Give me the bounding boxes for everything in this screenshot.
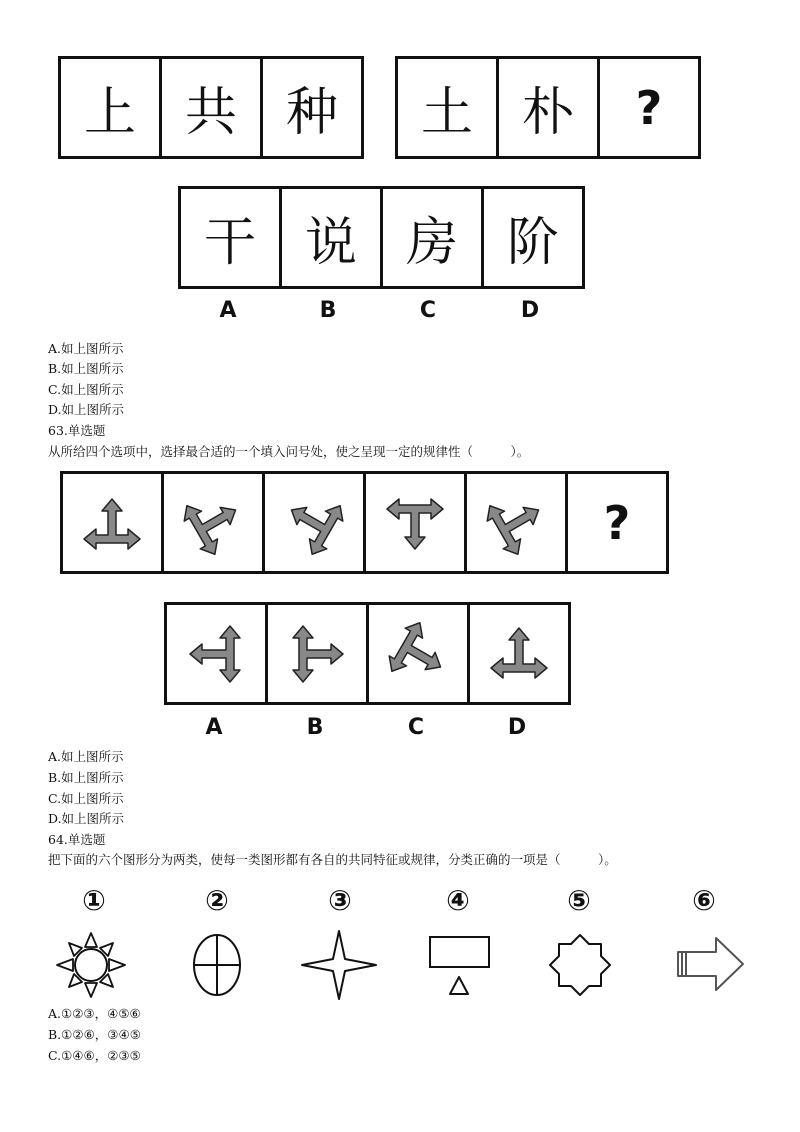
q62-answer-a[interactable]: A.如上图所示 <box>48 341 124 356</box>
q62-option-char: 房 <box>405 213 458 273</box>
q64-answer-c[interactable]: C.①④⑥，②③⑤ <box>48 1048 141 1063</box>
q64-figure-number-6: ⑥ <box>692 884 716 917</box>
q62-option-label-d: D <box>520 298 540 323</box>
q62-char: 种 <box>285 83 338 143</box>
t-arrow-up-icon <box>484 619 554 689</box>
q63-seq-cell <box>60 471 164 574</box>
q63-option-cell-d <box>467 602 571 705</box>
question-mark: ? <box>635 80 663 135</box>
q63-answer-c[interactable]: C.如上图所示 <box>48 791 124 806</box>
q64-question: 把下面的六个图形分为两类，使每一类图形都有各自的共同特征或规律，分类正确的一项是（ ）。 <box>48 852 617 867</box>
t-arrow-down-icon <box>380 488 450 558</box>
q62-answer-d[interactable]: D.如上图所示 <box>48 402 125 417</box>
q63-option-label-d: D <box>507 715 527 740</box>
q63-option-cell-a <box>164 602 268 705</box>
q62-option-cell-d <box>481 186 585 289</box>
q62-answer-c[interactable]: C.如上图所示 <box>48 382 124 397</box>
q62-question-cell <box>597 56 701 159</box>
q62-char: 土 <box>420 83 473 143</box>
q62-option-label-b: B <box>319 298 337 323</box>
q63-seq-cell <box>363 471 467 574</box>
t-arrow-rotated-icon <box>279 488 349 558</box>
q63-answer-d[interactable]: D.如上图所示 <box>48 811 125 826</box>
q64-number: 64.单选题 <box>48 832 106 847</box>
outline-arrow-icon <box>672 935 746 993</box>
sun-icon <box>56 932 126 998</box>
q64-figure-number-2: ② <box>205 884 229 917</box>
q63-option-label-b: B <box>306 715 324 740</box>
q62-option-label-a: A <box>219 298 237 323</box>
q63-option-label-c: C <box>407 715 425 740</box>
q62-char-cell <box>159 56 263 159</box>
q64-answer-a[interactable]: A.①②③，④⑤⑥ <box>48 1006 141 1021</box>
q62-char-cell <box>58 56 162 159</box>
t-arrow-rotated-icon <box>178 488 248 558</box>
q62-option-cell-b <box>279 186 383 289</box>
q63-seq-cell <box>262 471 366 574</box>
t-arrow-rotated-icon <box>481 488 551 558</box>
t-arrow-left-icon <box>181 619 251 689</box>
q64-figure-number-4: ④ <box>446 884 470 917</box>
q62-char: 朴 <box>521 83 574 143</box>
q62-option-label-c: C <box>419 298 437 323</box>
t-arrow-rotated-icon <box>383 619 453 689</box>
q63-question-cell <box>565 471 669 574</box>
q62-sequence-left <box>58 56 364 159</box>
q63-option-label-a: A <box>205 715 223 740</box>
q64-figure-number-5: ⑤ <box>567 884 591 917</box>
q62-option-char: 干 <box>203 213 256 273</box>
q62-option-cell-a <box>178 186 282 289</box>
q64-figure-number-3: ③ <box>328 884 352 917</box>
q63-option-cell-b <box>265 602 369 705</box>
q62-char: 共 <box>184 83 237 143</box>
t-arrow-right-icon <box>282 619 352 689</box>
q62-answer-b[interactable]: B.如上图所示 <box>48 361 124 376</box>
q62-options <box>178 186 585 289</box>
q64-figure-number-1: ① <box>82 884 106 917</box>
q63-sequence <box>60 471 669 574</box>
divided-ellipse-icon <box>192 932 242 998</box>
q63-answer-a[interactable]: A.如上图所示 <box>48 749 124 764</box>
q62-sequence-right <box>395 56 701 159</box>
q63-question: 从所给四个选项中，选择最合适的一个填入问号处，使之呈现一定的规律性（ ）。 <box>48 444 530 459</box>
four-point-star-icon <box>300 930 378 1000</box>
q63-number: 63.单选题 <box>48 423 106 438</box>
q62-char: 上 <box>83 83 136 143</box>
q63-seq-cell <box>464 471 568 574</box>
q63-options <box>164 602 571 705</box>
eight-point-star-icon <box>548 933 612 997</box>
q64-answer-b[interactable]: B.①②⑥，③④⑤ <box>48 1027 141 1042</box>
q62-option-char: 说 <box>304 213 357 273</box>
q62-char-cell <box>395 56 499 159</box>
q63-seq-cell <box>161 471 265 574</box>
question-mark: ? <box>603 495 631 550</box>
q63-answer-b[interactable]: B.如上图所示 <box>48 770 124 785</box>
q62-char-cell <box>260 56 364 159</box>
q63-option-cell-c <box>366 602 470 705</box>
rectangle-triangle-icon <box>428 935 492 997</box>
q62-option-char: 阶 <box>506 213 559 273</box>
t-arrow-up-icon <box>77 488 147 558</box>
q62-option-cell-c <box>380 186 484 289</box>
q62-char-cell <box>496 56 600 159</box>
